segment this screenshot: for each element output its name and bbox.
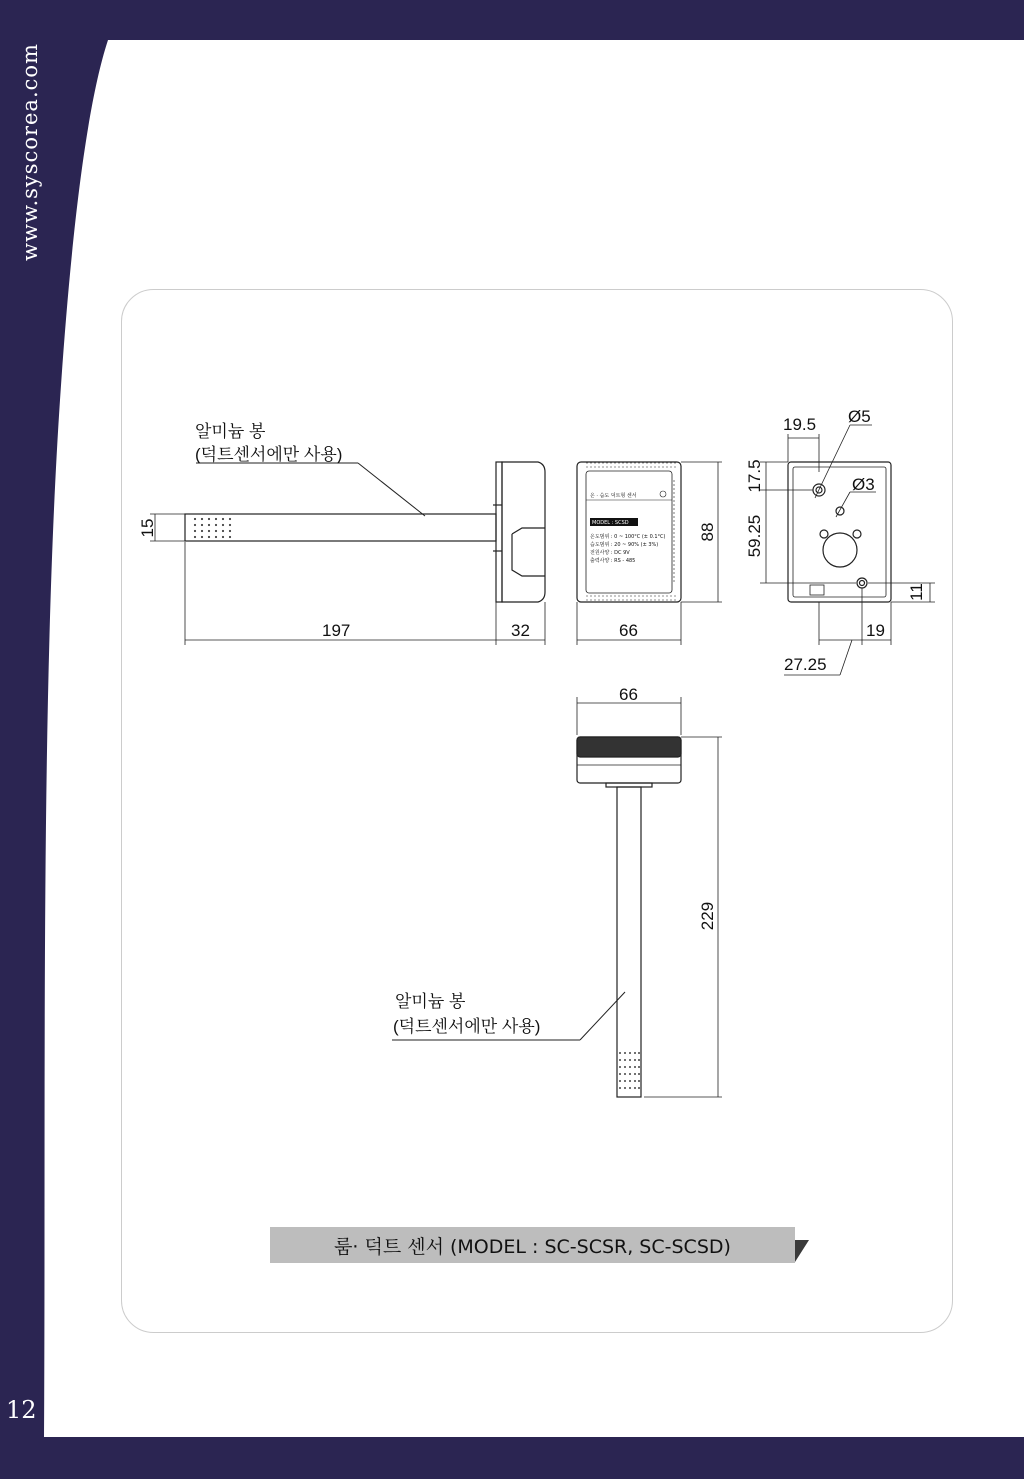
- dim-17-5: 17.5: [745, 459, 764, 493]
- dim-hole-3: Ø3: [852, 475, 875, 494]
- dim-15: 15: [138, 518, 157, 538]
- top-label-line2: (덕트센서에만 사용): [393, 1017, 541, 1036]
- spec-line-3: 출력사양 : RS - 485: [590, 558, 636, 564]
- top-label-line1: 알미늄 봉: [395, 992, 466, 1011]
- dim-11: 11: [907, 583, 926, 601]
- dim-19-5: 19.5: [783, 415, 817, 434]
- figure-frame: [121, 289, 953, 1333]
- back-view: [760, 425, 935, 675]
- dim-27-25: 27.25: [784, 655, 827, 674]
- dim-19: 19: [866, 621, 885, 640]
- page-number: 12: [6, 1396, 37, 1424]
- caption-tab-decoration: [795, 1240, 809, 1262]
- website-url: www.syscorea.com: [18, 43, 42, 261]
- nameplate-model: MODEL : SCSD: [592, 520, 629, 526]
- top-view: [392, 697, 722, 1097]
- nameplate-title: 온 · 습도 덕트형 센서: [590, 493, 637, 499]
- dim-229: 229: [698, 901, 717, 931]
- dim-66-top: 66: [619, 685, 638, 704]
- side-label-line1: 알미늄 봉: [195, 422, 266, 441]
- dim-59-25: 59.25: [745, 514, 764, 558]
- dim-197: 197: [322, 621, 351, 640]
- side-label-line2: (덕트센서에만 사용): [195, 445, 343, 464]
- dim-88: 88: [698, 522, 717, 542]
- spec-line-2: 전원사양 : DC 9V: [590, 550, 630, 556]
- technical-drawing: [121, 289, 953, 1333]
- spec-line-0: 온도범위 : 0 ~ 100°C (± 0.1°C): [590, 534, 666, 540]
- side-view: [150, 462, 545, 645]
- dim-hole-5: Ø5: [848, 407, 871, 426]
- dim-66-front: 66: [619, 621, 638, 640]
- figure-caption: 룸· 덕트 센서 (MODEL : SC-SCSR, SC-SCSD): [270, 1227, 795, 1263]
- spec-line-1: 습도범위 : 20 ~ 90% (± 3%): [590, 542, 659, 548]
- dim-32: 32: [511, 621, 530, 640]
